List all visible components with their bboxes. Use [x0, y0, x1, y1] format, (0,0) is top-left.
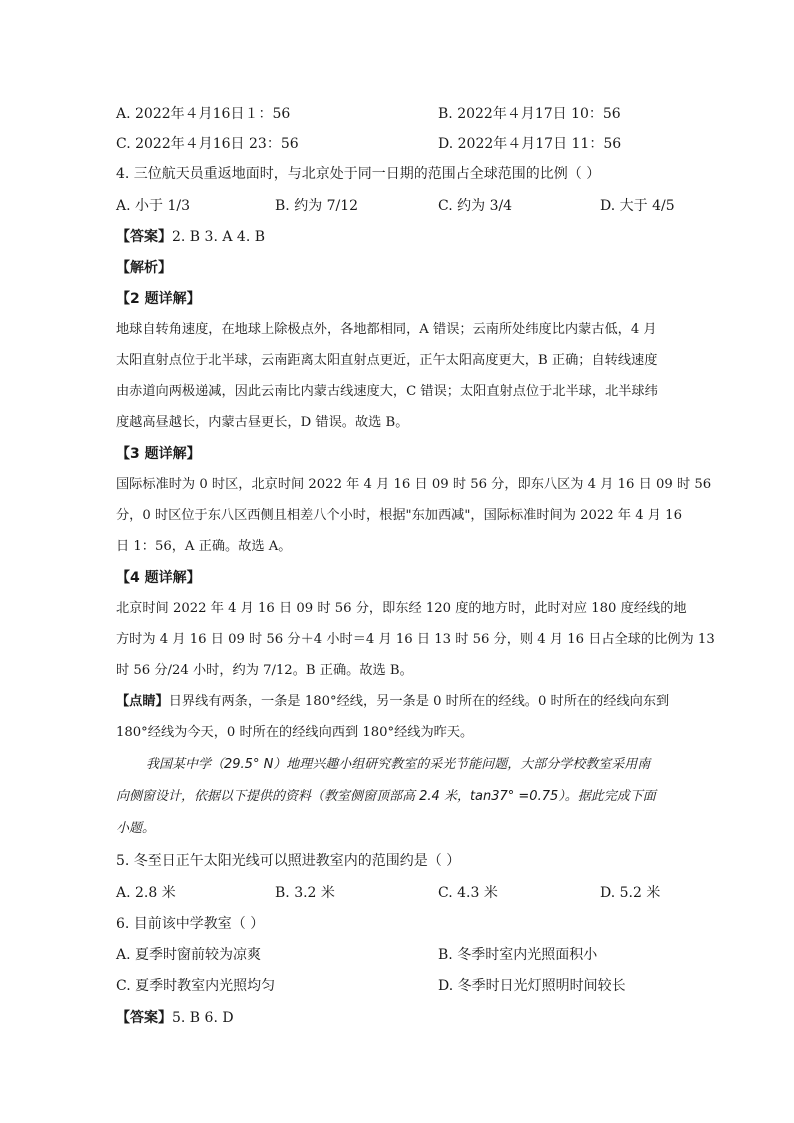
q6-option-a: A. 夏季时窗前较为凉爽 — [116, 947, 262, 963]
answer-label: 【答案】 — [116, 1010, 172, 1026]
q5-option-b: B. 3.2 米 — [275, 885, 335, 901]
q5-option-a: A. 2.8 米 — [116, 885, 176, 901]
answer-line-2 — [116, 1008, 234, 1028]
q3-option-b: B. 2022年４月17日 10：56 — [438, 106, 621, 122]
section-2-heading: 【2 题详解】 — [116, 291, 201, 307]
q3-option-c: C. 2022年４月16日 23：56 — [116, 136, 299, 152]
q3-option-a: A. 2022年４月16日１：56 — [116, 106, 291, 122]
material-line: 我国某中学（29.5° N）地理兴趣小组研究教室的采光节能问题，大部分学校教室采用南 — [146, 757, 651, 772]
q6-option-b: B. 冬季时室内光照面积小 — [438, 947, 598, 963]
answer-label: 【答案】 — [116, 229, 172, 245]
section-3-line: 日 1：56，A 正确。故选 A。 — [116, 539, 292, 554]
section-2-line: 由赤道向两极递减，因此云南比内蒙古线速度大，C 错误；太阳直射点位于北半球，北半球纬 — [116, 384, 658, 399]
section-3-line: 国际标准时为 0 时区，北京时间 2022 年 4 月 16 日 09 时 56 分，即东八区为 4 月 16 日 09 时 56 — [116, 477, 712, 492]
q5-stem: 5. 冬至日正午太阳光线可以照进教室内的范围约是（ ） — [116, 853, 461, 869]
section-3-heading: 【3 题详解】 — [116, 446, 201, 462]
dianjing-label: 【点睛】 — [116, 694, 169, 709]
q6-stem: 6. 目前该中学教室（ ） — [116, 916, 265, 932]
q4-option-a: A. 小于 1/3 — [116, 198, 190, 214]
answer-line-1 — [116, 227, 265, 247]
dianjing-text: 日界线有两条，一条是 180°经线，另一条是 0 时所在的经线。0 时所在的经线向东到 — [168, 694, 670, 709]
answer-text: 2. B 3. A 4. B — [172, 229, 266, 245]
section-2-line: 地球自转角速度，在地球上除极点外，各地都相同，A 错误；云南所处纬度比内蒙古低，4 月 — [116, 322, 657, 337]
q4-option-c: C. 约为 3/4 — [438, 198, 513, 214]
section-3-line: 分，0 时区位于东八区西侧且相差八个小时，根据"东加西减"，国际标准时间为 2022 年 4 月 16 — [116, 508, 682, 523]
answer-text: 5. B 6. D — [172, 1010, 234, 1026]
q5-option-c: C. 4.3 米 — [438, 885, 498, 901]
dianjing-line-2: 180°经线为今天，0 时所在的经线向西到 180°经线为昨天。 — [116, 725, 474, 740]
section-2-line: 度越高昼越长，内蒙古昼更长，D 错误。故选 B。 — [116, 415, 409, 430]
material-line: 小题。 — [116, 821, 156, 836]
q4-stem: 4. 三位航天员重返地面时，与北京处于同一日期的范围占全球范围的比例（ ） — [116, 166, 601, 182]
section-4-line: 北京时间 2022 年 4 月 16 日 09 时 56 分，即东经 120 度的地方时，此时对应 180 度经线的地 — [116, 601, 687, 616]
q4-option-d: D. 大于 4/5 — [600, 198, 675, 214]
section-4-line: 方时为 4 月 16 日 09 时 56 分＋4 小时＝4 月 16 日 13 时 56 分，则 4 月 16 日占全球的比例为 13 — [116, 632, 715, 647]
section-4-heading: 【4 题详解】 — [116, 570, 201, 586]
q5-option-d: D. 5.2 米 — [600, 885, 661, 901]
section-2-line: 太阳直射点位于北半球，云南距离太阳直射点更近，正午太阳高度更大，B 正确；自转线速度 — [116, 353, 658, 368]
q4-option-b: B. 约为 7/12 — [275, 198, 359, 214]
q6-option-d: D. 冬季时日光灯照明时间较长 — [438, 978, 626, 994]
q3-option-d: D. 2022年４月17日 11：56 — [438, 136, 622, 152]
section-4-line: 时 56 分/24 小时，约为 7/12。B 正确。故选 B。 — [116, 663, 413, 678]
material-line: 向侧窗设计，依据以下提供的资料（教室侧窗顶部高 2.4 米，tan37° =0.75）。据此完成下面 — [116, 789, 656, 804]
q6-option-c: C. 夏季时教室内光照均匀 — [116, 978, 276, 994]
dianjing-line-1 — [116, 692, 669, 712]
analysis-label: 【解析】 — [116, 260, 172, 276]
